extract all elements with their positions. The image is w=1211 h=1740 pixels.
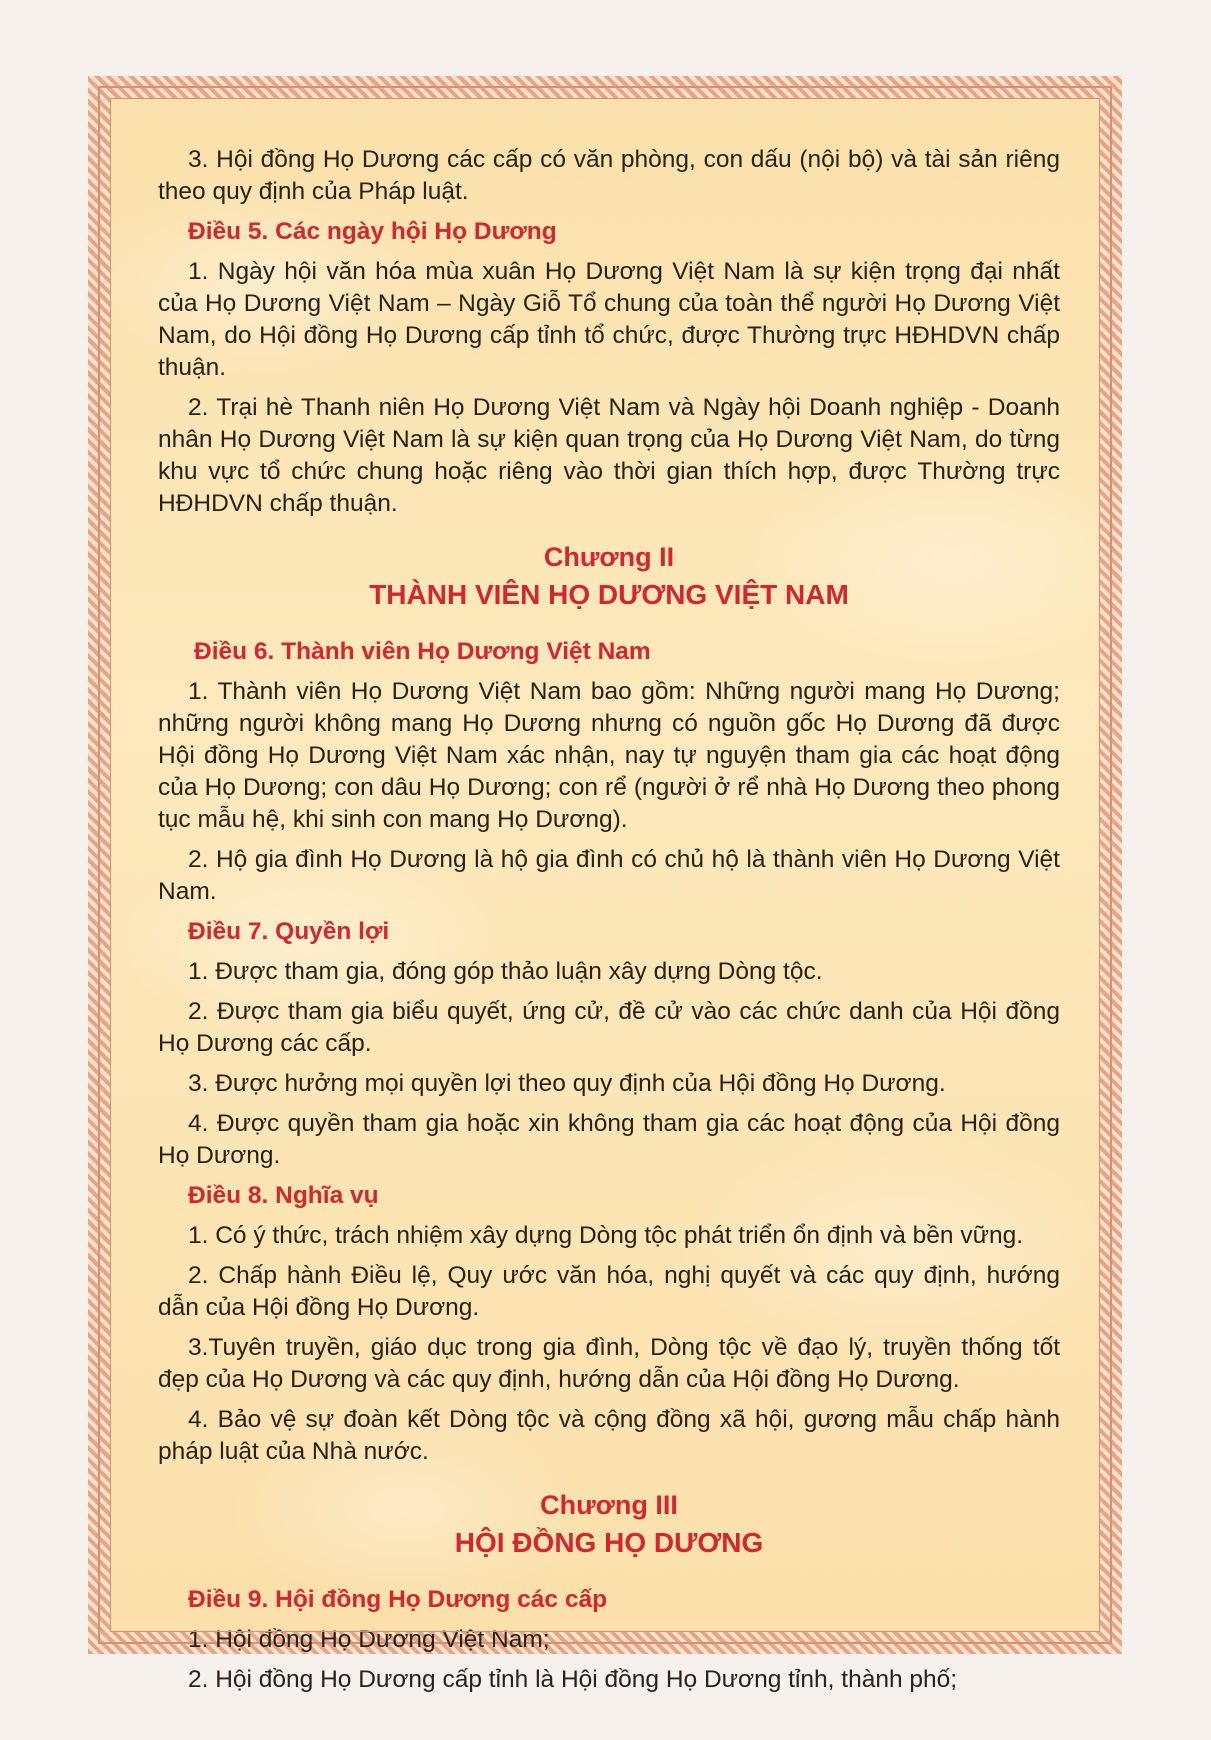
paragraph: 3. Hội đồng Họ Dương các cấp có văn phòng, con dấu (nội bộ) và tài sản riêng theo quy định của Pháp luật. <box>158 146 1060 205</box>
paragraph: 4. Được quyền tham gia hoặc xin không tham gia các hoạt động của Hội đồng Họ Dương. <box>158 1110 1060 1169</box>
document-body <box>158 144 1060 1704</box>
chapter-number: Chương III <box>540 1490 678 1520</box>
paragraph: 1. Thành viên Họ Dương Việt Nam bao gồm: Những người mang Họ Dương; những người không mang Họ Dương nhưng có nguồn gốc Họ Dương đã được Hội đồng Họ Dương Việt Nam xác nhận, nay tự nguyện tham gia các hoạt động của Họ Dương; con dâu Họ Dương; con rể (người ở rể nhà Họ Dương theo phong tục mẫu hệ, khi sinh con mang Họ Dương). <box>158 678 1060 833</box>
paragraph: 2. Hộ gia đình Họ Dương là hộ gia đình có chủ hộ là thành viên Họ Dương Việt Nam. <box>158 846 1060 905</box>
paragraph: 2. Chấp hành Điều lệ, Quy ước văn hóa, nghị quyết và các quy định, hướng dẫn của Hội đồng Họ Dương. <box>158 1262 1060 1321</box>
paragraph: 3.Tuyên truyền, giáo dục trong gia đình, Dòng tộc về đạo lý, truyền thống tốt đẹp của Họ Dương và các quy định, hướng dẫn của Hội đồng Họ Dương. <box>158 1334 1060 1393</box>
paragraph: 3. Được hưởng mọi quyền lợi theo quy định của Hội đồng Họ Dương. <box>188 1070 946 1097</box>
chapter-number: Chương II <box>543 542 675 572</box>
article-heading: Điều 8. Nghĩa vụ <box>188 1182 379 1209</box>
paragraph: 2. Được tham gia biểu quyết, ứng cử, đề cử vào các chức danh của Hội đồng Họ Dương các cấp. <box>158 998 1060 1057</box>
paragraph: 1. Có ý thức, trách nhiệm xây dựng Dòng tộc phát triển ổn định và bền vững. <box>188 1222 1024 1249</box>
article-heading: Điều 5. Các ngày hội Họ Dương <box>188 218 557 245</box>
chapter-heading <box>158 1486 1060 1562</box>
chapter-title: HỘI ĐỒNG HỌ DƯƠNG <box>454 1527 764 1558</box>
paragraph: 1. Ngày hội văn hóa mùa xuân Họ Dương Việt Nam là sự kiện trọng đại nhất của Họ Dương Việt Nam – Ngày Giỗ Tổ chung của toàn thể người Họ Dương Việt Nam, do Hội đồng Họ Dương cấp tỉnh tổ chức, được Thường trực HĐHDVN chấp thuận. <box>158 258 1060 381</box>
chapter-heading <box>158 538 1060 614</box>
paragraph: 4. Bảo vệ sự đoàn kết Dòng tộc và cộng đồng xã hội, gương mẫu chấp hành pháp luật của Nhà nước. <box>158 1406 1060 1465</box>
chapter-title: THÀNH VIÊN HỌ DƯƠNG VIỆT NAM <box>369 579 849 610</box>
paragraph: 1. Được tham gia, đóng góp thảo luận xây dựng Dòng tộc. <box>188 958 823 985</box>
paragraph: 1. Hội đồng Họ Dương Việt Nam; <box>188 1626 550 1653</box>
paragraph: 2. Hội đồng Họ Dương cấp tỉnh là Hội đồng Họ Dương tỉnh, thành phố; <box>188 1666 958 1693</box>
article-heading: Điều 6. Thành viên Họ Dương Việt Nam <box>194 638 651 665</box>
paragraph: 2. Trại hè Thanh niên Họ Dương Việt Nam và Ngày hội Doanh nghiệp - Doanh nhân Họ Dương Việt Nam là sự kiện quan trọng của Họ Dương Việt Nam, do từng khu vực tổ chức chung hoặc riêng vào thời gian thích hợp, được Thường trực HĐHDVN chấp thuận. <box>158 394 1060 517</box>
decorative-frame <box>88 76 1122 1693</box>
article-heading: Điều 7. Quyền lợi <box>188 918 390 945</box>
article-heading: Điều 9. Hội đồng Họ Dương các cấp <box>188 1586 608 1613</box>
